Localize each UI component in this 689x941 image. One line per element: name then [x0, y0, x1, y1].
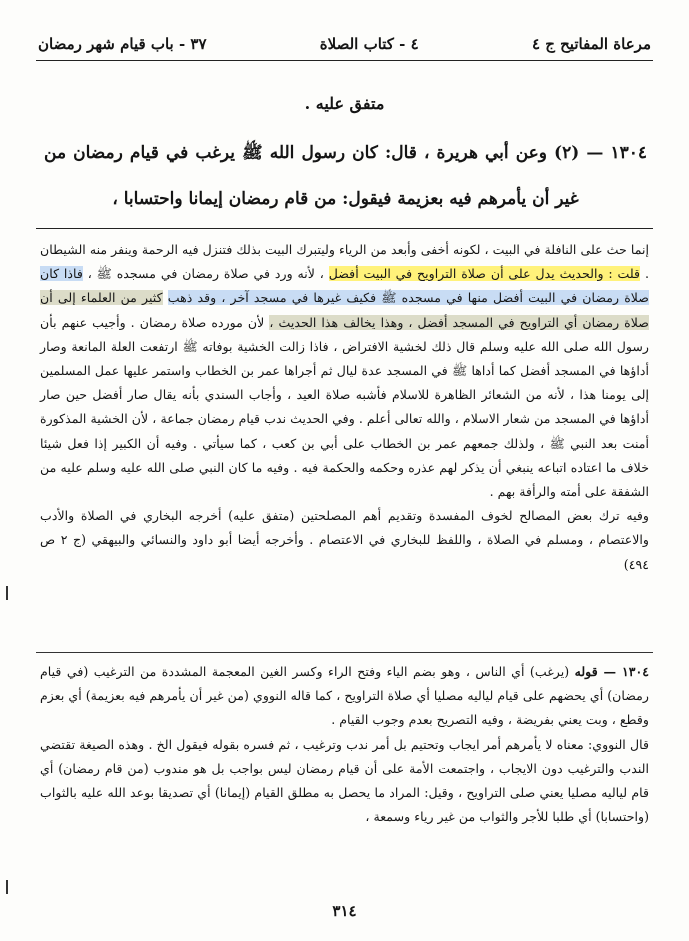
agreed-upon-label: متفق عليه .	[304, 94, 385, 113]
commentary-block	[40, 238, 649, 577]
commentary-paragraph: وفيه ترك بعض المصالح لخوف المفسدة وتقديم أهم المصلحتين (متفق عليه) أخرجه البخاري في الصلاة والأدب والاعتصام ، ومسلم في الصلاة ، واللفظ للبخاري في الاعتصام . وأخرجه أيضا أبو داود والنسائي والبيهقي (ج ٢ ص ٤٩٤)	[40, 508, 650, 572]
margin-mark	[6, 586, 8, 600]
hadith-rule	[36, 228, 653, 229]
margin-mark	[6, 880, 8, 894]
section-rule	[36, 652, 653, 653]
keyword-qawluhu: قوله	[574, 664, 598, 679]
header-chapter: ٤ - كتاب الصلاة	[319, 35, 419, 53]
explanation-text: (يرغب) أي الناس ، وهو بضم الياء وفتح الراء وكسر الغين المعجمة المشددة من الترغيب (في قيام رمضان) أي يحضهم على قيام لياليه مصليا أي صلاة التراويح ، كما قاله النووي (من غير أن يأمرهم فيه بعزيمة) أي بعزم وقطع ، وبت يعني بفريضة ، وفيه التصريح بعدم وجوب القيام .	[40, 664, 649, 728]
hadith-text: ١٣٠٤ — (٢) وعن أبي هريرة ، قال: كان رسول الله ﷺ يرغب في قيام رمضان من غير أن يأمرهم فيه بعزيمة فيقول: من قام رمضان إيمانا واحتسابا ،	[44, 143, 647, 209]
commentary-paragraph	[40, 238, 649, 504]
highlight-yellow: قلت : والحديث يدل على أن صلاة التراويح في البيت أفضل	[328, 266, 641, 282]
running-header	[38, 30, 651, 58]
page-number: ٣١٤	[332, 902, 357, 920]
highlight-blue: فاذا كان صلاة رمضان في البيت أفضل منها في مسجده ﷺ فكيف غيرها في مسجد آخر ، وقد ذهب	[40, 266, 649, 306]
explanation-block	[40, 660, 649, 829]
header-book-title: مرعاة المفاتيح ج ٤	[531, 35, 651, 53]
explanation-paragraph: قال النووي: معناه لا يأمرهم أمر ايجاب وتحتيم بل أمر ندب وترغيب ، ثم فسره بقوله فيقول الخ . وهذه الصيغة تقتضي الندب والترغيب دون الايجاب ، واجتمعت الأمة على أن قيام رمضان ليس بواجب بل هو مندوب (من قام رمضان) أي قام لياليه مصليا يعني صلى التراويح ، وقيل: المراد ما يحصل به مطلق القيام (إيمانا) أي تصديقا بوعد الله عليه بالثواب (واحتسابا) أي طلبا للأجر والثواب من غير رياء وسمعة ،	[40, 736, 649, 825]
commentary-text: ، لأنه ورد في صلاة رمضان في مسجده ﷺ ،	[87, 266, 324, 282]
highlight-gray: كثير من العلماء إلى أن صلاة رمضان أي التراويح في المسجد أفضل ، وهذا يخالف هذا الحديث ،	[40, 290, 649, 330]
hadith-number: ١٣٠٤ —	[597, 664, 649, 679]
header-rule	[36, 60, 653, 61]
header-section: ٣٧ - باب قيام شهر رمضان	[38, 35, 207, 53]
explanation-paragraph	[40, 660, 649, 733]
commentary-text: لأن مورده صلاة رمضان . وأجيب عنهم بأن رسول الله صلى الله عليه وسلم قال ذلك لخشية الافتراض ، فاذا زالت الخشية بوفاته ﷺ ارتفعت العلة المانعة وصار أداؤها في المسجد أفضل كما أداها ﷺ في المسجد عدة ليال ثم أجراها عمر بن الخطاب واستمر عليها عمل المسلمين إلى يومنا هذا ، لأنه من الشعائر الظاهرة للاسلام فأشبه صلاة العيد ، وأجاب السندي بأنه يقال صار أفضل حين صار أداؤها في المسجد من شعار الاسلام ، والله تعالى أعلم . وفي الحديث ندب قيام رمضان جماعة ، لأن الخشية المذكورة أمنت بعد النبي ﷺ ، ولذلك جمعهم عمر بن الخطاب على أبي بن كعب ، كما سيأتي . وفيه أن الكبير إذا فعل شيئا خلاف ما اعتاده اتباعه ينبغي أن يذكر لهم عذره وحكمه والحكمة فيه . وفيه ما كان النبي صلى الله عليه وسلم عليه من الشفقة على أمته والرأفة بهم .	[40, 314, 649, 500]
commentary-text: إنما حث على النافلة في البيت ، لكونه أخفى وأبعد من الرياء وليتبرك البيت بذلك فتنزل فيه الرحمة وينفر منه الشيطان .	[40, 242, 649, 282]
